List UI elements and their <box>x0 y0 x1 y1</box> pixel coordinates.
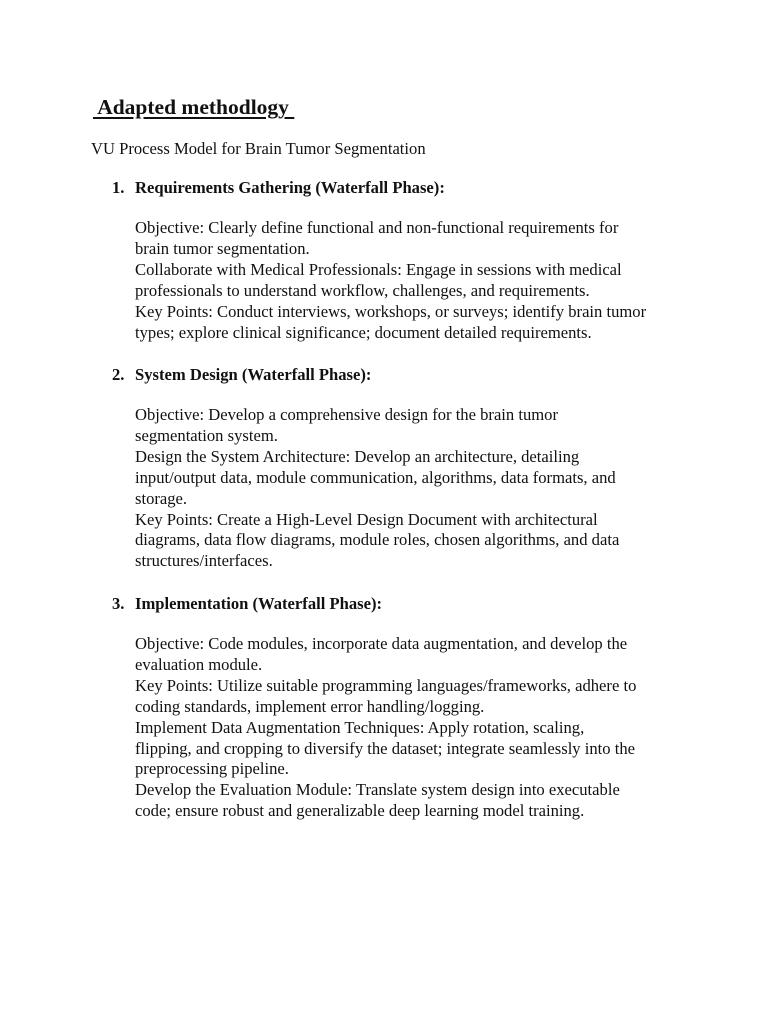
body-line: Objective: Develop a comprehensive design for the brain tumor <box>135 405 559 424</box>
section-system-design <box>112 364 712 572</box>
section-heading <box>112 364 712 385</box>
body-line: structures/interfaces. <box>135 551 273 571</box>
body-line: Implement Data Augmentation Techniques: Apply rotation, scaling, <box>135 717 585 737</box>
section-heading-text: System Design (Waterfall Phase): <box>135 365 372 384</box>
section-number: 1. <box>112 178 125 197</box>
section-body <box>135 405 712 572</box>
section-heading-text: Requirements Gathering (Waterfall Phase): <box>135 178 445 197</box>
body-line: Design the System Architecture: Develop an architecture, detailing <box>135 446 580 466</box>
body-line: input/output data, module communication, algorithms, data formats, and <box>135 467 616 487</box>
body-line: segmentation system. <box>135 425 278 445</box>
body-line: Develop the Evaluation Module: Translate system design into executable <box>135 780 620 800</box>
body-line: Key Points: Create a High-Level Design Document with architectural <box>135 509 598 529</box>
section-implementation <box>112 593 712 822</box>
body-line: diagrams, data flow diagrams, module roles, chosen algorithms, and data <box>135 530 620 550</box>
body-line: coding standards, implement error handling/logging. <box>135 696 485 716</box>
document-title: Adapted methodlogy <box>93 95 295 119</box>
body-line: preprocessing pipeline. <box>135 759 289 779</box>
body-line: Objective: Code modules, incorporate data augmentation, and develop the <box>135 634 628 653</box>
body-line: Key Points: Utilize suitable programming languages/frameworks, adhere to <box>135 675 637 695</box>
body-line: code; ensure robust and generalizable deep learning model training. <box>135 801 585 821</box>
section-body <box>135 218 712 343</box>
section-number: 2. <box>112 365 125 384</box>
section-heading <box>112 593 712 614</box>
body-line: evaluation module. <box>135 654 263 674</box>
body-line: Objective: Clearly define functional and non-functional requirements for <box>135 218 619 237</box>
body-line: brain tumor segmentation. <box>135 238 310 258</box>
body-line: storage. <box>135 488 188 508</box>
section-body <box>135 634 712 822</box>
body-line: professionals to understand workflow, challenges, and requirements. <box>135 280 590 300</box>
body-line: Key Points: Conduct interviews, workshops, or surveys; identify brain tumor <box>135 301 647 321</box>
section-requirements-gathering <box>112 177 712 343</box>
section-number: 3. <box>112 594 125 613</box>
section-heading <box>112 177 712 198</box>
body-line: Collaborate with Medical Professionals: Engage in sessions with medical <box>135 259 622 279</box>
document-subtitle: VU Process Model for Brain Tumor Segmentation <box>91 139 426 158</box>
body-line: types; explore clinical significance; document detailed requirements. <box>135 322 592 342</box>
section-heading-text: Implementation (Waterfall Phase): <box>135 594 383 613</box>
body-line: flipping, and cropping to diversify the dataset; integrate seamlessly into the <box>135 738 635 758</box>
